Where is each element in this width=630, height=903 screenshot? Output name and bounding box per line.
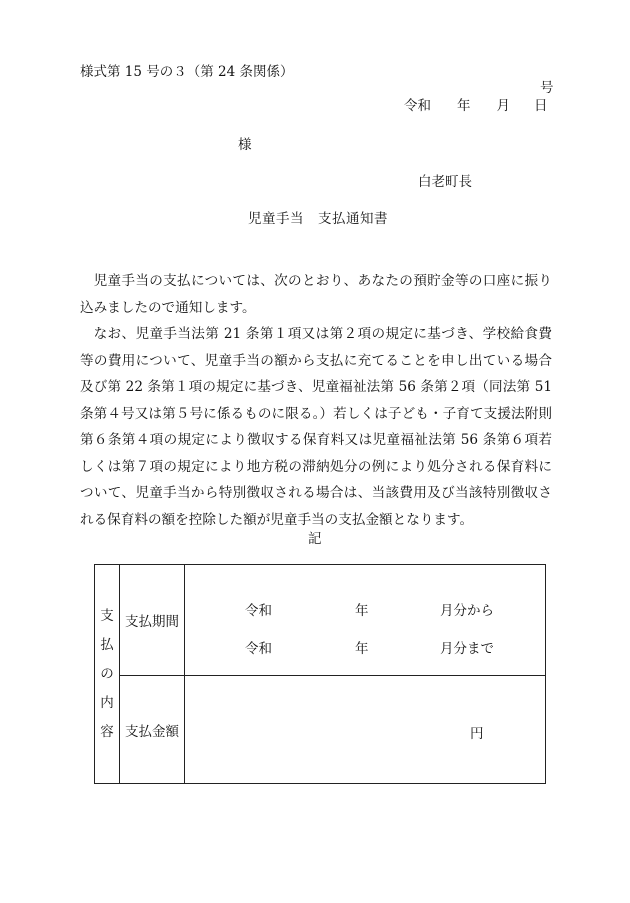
- issuer-name: 白老町長: [418, 174, 472, 190]
- number-label: 号: [540, 80, 554, 96]
- period-label: 支払期間: [120, 565, 185, 676]
- vertical-label-cell: [95, 565, 120, 784]
- vertical-char: 支: [100, 607, 114, 624]
- document-title: 児童手当 支払通知書: [248, 211, 388, 227]
- vertical-char: の: [100, 665, 114, 682]
- period-to-row: [185, 637, 545, 657]
- form-number: 様式第 15 号の３（第 24 条関係）: [80, 64, 294, 80]
- date-day: 日: [534, 98, 548, 114]
- period-from-row: [185, 599, 545, 619]
- body-paragraph-2: なお、児童手当法第 21 条第１項又は第２項の規定に基づき、学校給食費等の費用について、児童手当の額から支払に充てることを申し出ている場合及び第 22 条第１項の規定に基づき、児童福祉法第 56 条第２項（同法第 51 条第４号又は第５号に係るものに限る。）若しくは子ども・子育て支援法附則第６条第４項の規定により徴収する保育料又は児童福祉法第 56 条第６項若しくは第７項の規定により地方税の滞納処分の例により処分される保育料について、児童手当から特別徴収される場合は、当該費用及び当該特別徴収される保育料の額を控除した額が児童手当の支払金額となります。: [80, 326, 552, 528]
- addressee-honorific: 様: [238, 137, 252, 153]
- period-to-year: 年: [355, 641, 369, 657]
- period-cell: [185, 565, 546, 676]
- vertical-char: 内: [100, 694, 114, 711]
- ki-marker: 記: [308, 531, 322, 547]
- date-line: [404, 94, 548, 114]
- period-to-era: 令和: [245, 641, 272, 657]
- vertical-char: 容: [100, 723, 114, 740]
- period-from-era: 令和: [245, 603, 272, 619]
- body-text: [80, 268, 552, 533]
- vertical-char: 払: [100, 636, 114, 653]
- body-paragraph-1: 児童手当の支払については、次のとおり、あなたの預貯金等の口座に振り込みましたので通知します。: [80, 273, 552, 316]
- period-from-year: 年: [355, 603, 369, 619]
- amount-label: 支払金額: [120, 676, 185, 784]
- payment-details-table: [94, 564, 546, 784]
- period-from-month: 月分から: [440, 603, 494, 619]
- date-month: 月: [496, 98, 510, 114]
- amount-cell: [185, 676, 546, 784]
- date-year: 年: [457, 98, 471, 114]
- date-era: 令和: [404, 98, 431, 114]
- period-to-month: 月分まで: [440, 641, 494, 657]
- amount-unit: 円: [470, 726, 484, 742]
